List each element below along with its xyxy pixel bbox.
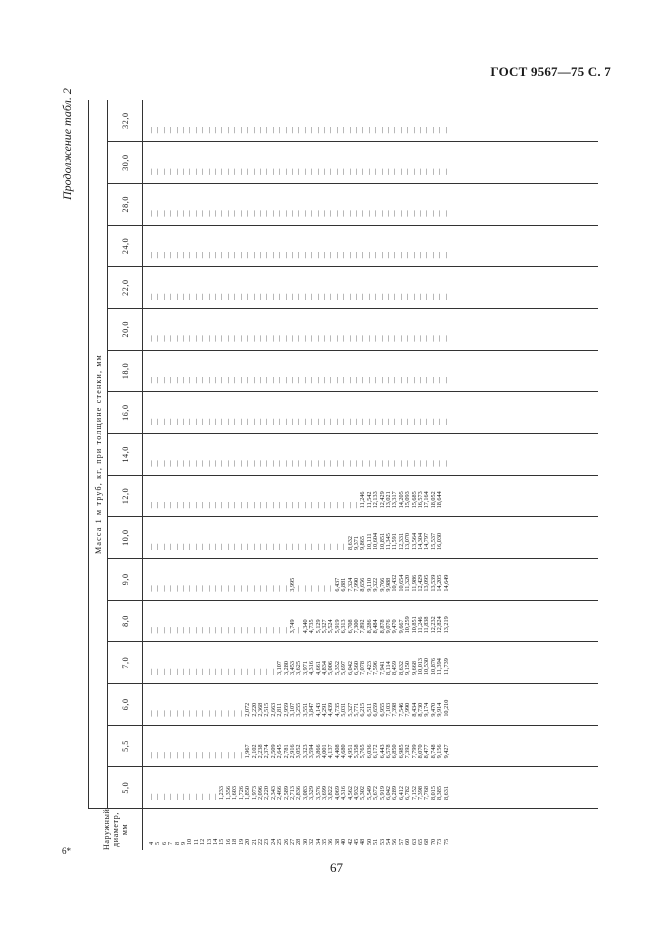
mass-column: — — — — — — — — — — — — — — — — — — — — — — — — — — — — — — — 8,632 9,371 9,865 10,111 10,604 10,851 11,345 11,591 12,331 13,070 13,564 14,304 14,797 15,537 16,030 [143, 517, 599, 559]
wall-header: 18,0 [108, 350, 143, 392]
pipe-mass-table [88, 100, 598, 850]
mass-column: — — — — — — — — — — — — — — — — — — — — — — — — — — — — — — — — — — — — — — — — — — — — — — — [143, 225, 599, 267]
mass-column: — — — — — — — — — — — — — — — — — — — — — — — — — — — — — — — — — 11,246 11,542 12,133 12,429 13,021 13,317 14,205 15,093 15,685 16,573 17,164 18,052 18,644 [143, 475, 599, 517]
wall-header: 10,0 [108, 517, 143, 559]
outer-diameter-header: Наружный диаметр, мм [89, 809, 143, 851]
wall-header: 28,0 [108, 183, 143, 225]
wall-header: 32,0 [108, 100, 143, 142]
wall-header: 7,0 [108, 642, 143, 684]
page-number: 67 [330, 860, 343, 875]
wall-header: 9,0 [108, 558, 143, 600]
wall-header: 8,0 [108, 600, 143, 642]
mass-column: — — — — — — — — — — — — — — — — — — — — — — — — — — — — — — — — — — — — — — — — — — — — — — — [143, 433, 599, 475]
wall-header: 22,0 [108, 267, 143, 309]
wall-header: 16,0 [108, 392, 143, 434]
wall-header: 14,0 [108, 433, 143, 475]
mass-column: — — — — — — — — — — — — — — — — — — — — — — — — — — — — — — — — — — — — — — — — — — — — — — — [143, 308, 599, 350]
mass-column: — — — — — — — — — — — — — — — — — — — — 3,107 3,280 3,453 3,625 3,971 4,316 4,661 4,834 5,006 5,352 5,697 6,042 6,560 7,078 7,423 7,596 7,941 8,114 8,459 8,632 9,150 9,668 10,013 10,530 10,876 11,394 11,739 [143, 642, 599, 684]
mass-column: — — — — — — — — — — — — — — — — — — — — — — 3,995 — — — — — — 6,437 6,881 7,324 7,990 8,656 9,110 9,322 9,766 9,988 10,432 10,654 11,320 11,986 12,429 13,095 13,539 14,205 14,649 [143, 558, 599, 600]
mass-column: — — — — — — — — — — — 1,233 1,356 1,603 1,726 1,850 1,973 2,096 2,220 2,343 2,466 2,589 2,713 2,836 3,083 3,329 3,576 3,699 3,822 4,069 4,316 4,562 4,932 5,302 5,549 5,672 5,919 6,042 6,289 6,412 6,782 7,152 7,398 7,768 8,015 8,385 8,631 [143, 767, 599, 809]
mass-column: — — — — — — — — — — — — — — — — — — — — — — — — — — — — — — — — — — — — — — — — — — — — — — — [148, 127, 450, 134]
wall-header: 5,0 [108, 767, 143, 809]
mass-column: — — — — — — — — — — — — — — — 1,967 2,102 2,238 2,374 2,509 2,645 2,781 2,916 3,052 3,323 3,594 3,866 4,001 4,137 4,408 4,680 4,951 5,358 5,765 6,036 6,172 6,443 6,578 6,850 6,985 7,392 7,799 8,070 8,477 8,748 9,156 9,427 [143, 725, 599, 767]
wall-header: 24,0 [108, 225, 143, 267]
mass-column: — — — — — — — — — — — — — — — — — — — — — — 3,749 — 4,340 4,735 5,129 5,327 5,524 5,919 6,313 6,708 7,300 7,892 8,286 8,484 8,878 9,076 9,470 9,667 10,259 10,851 11,246 11,838 12,232 12,824 13,219 [143, 600, 599, 642]
mass-column: — — — — — — — — — — — — — — — — — — — — — — — — — — — — — — — — — — — — — — — — — — — — — — — [143, 142, 599, 184]
wall-header: 30,0 [108, 142, 143, 184]
standard-header: ГОСТ 9567—75 С. 7 [490, 64, 611, 79]
outer-diameter-column: 4 5 6 7 8 9 10 11 12 13 14 15 16 18 19 20 21 22 23 24 25 26 27 28 30 32 34 35 36 38 40 42 45 48 50 51 53 54 56 57 60 63 65 68 70 73 75 [143, 809, 599, 851]
wall-header: 5,5 [108, 725, 143, 767]
mass-column: — — — — — — — — — — — — — — — — — — — — — — — — — — — — — — — — — — — — — — — — — — — — — — — [143, 350, 599, 392]
mass-group-header: Масса 1 м труб, кг, при толщине стенки, мм [89, 100, 108, 809]
mass-column: — — — — — — — — — — — — — — — — — — — — — — — — — — — — — — — — — — — — — — — — — — — — — — — [143, 267, 599, 309]
wall-header: 20,0 [108, 308, 143, 350]
mass-column: — — — — — — — — — — — — — — — 2,072 2,220 2,368 2,515 2,663 2,811 2,959 3,107 3,255 3,551 3,847 4,143 4,291 4,439 4,735 5,031 5,327 5,771 6,215 6,511 6,659 6,955 7,103 7,398 7,546 7,990 8,434 8,730 9,174 9,470 9,914 10,210 [143, 683, 599, 725]
wall-header: 12,0 [108, 475, 143, 517]
mass-column: — — — — — — — — — — — — — — — — — — — — — — — — — — — — — — — — — — — — — — — — — — — — — — — [143, 392, 599, 434]
table-continuation-label: Продолжение табл. 2 [60, 88, 74, 200]
mass-column: — — — — — — — — — — — — — — — — — — — — — — — — — — — — — — — — — — — — — — — — — — — — — — — [143, 183, 599, 225]
wall-header: 6,0 [108, 683, 143, 725]
sheet-mark: 6* [62, 846, 71, 856]
